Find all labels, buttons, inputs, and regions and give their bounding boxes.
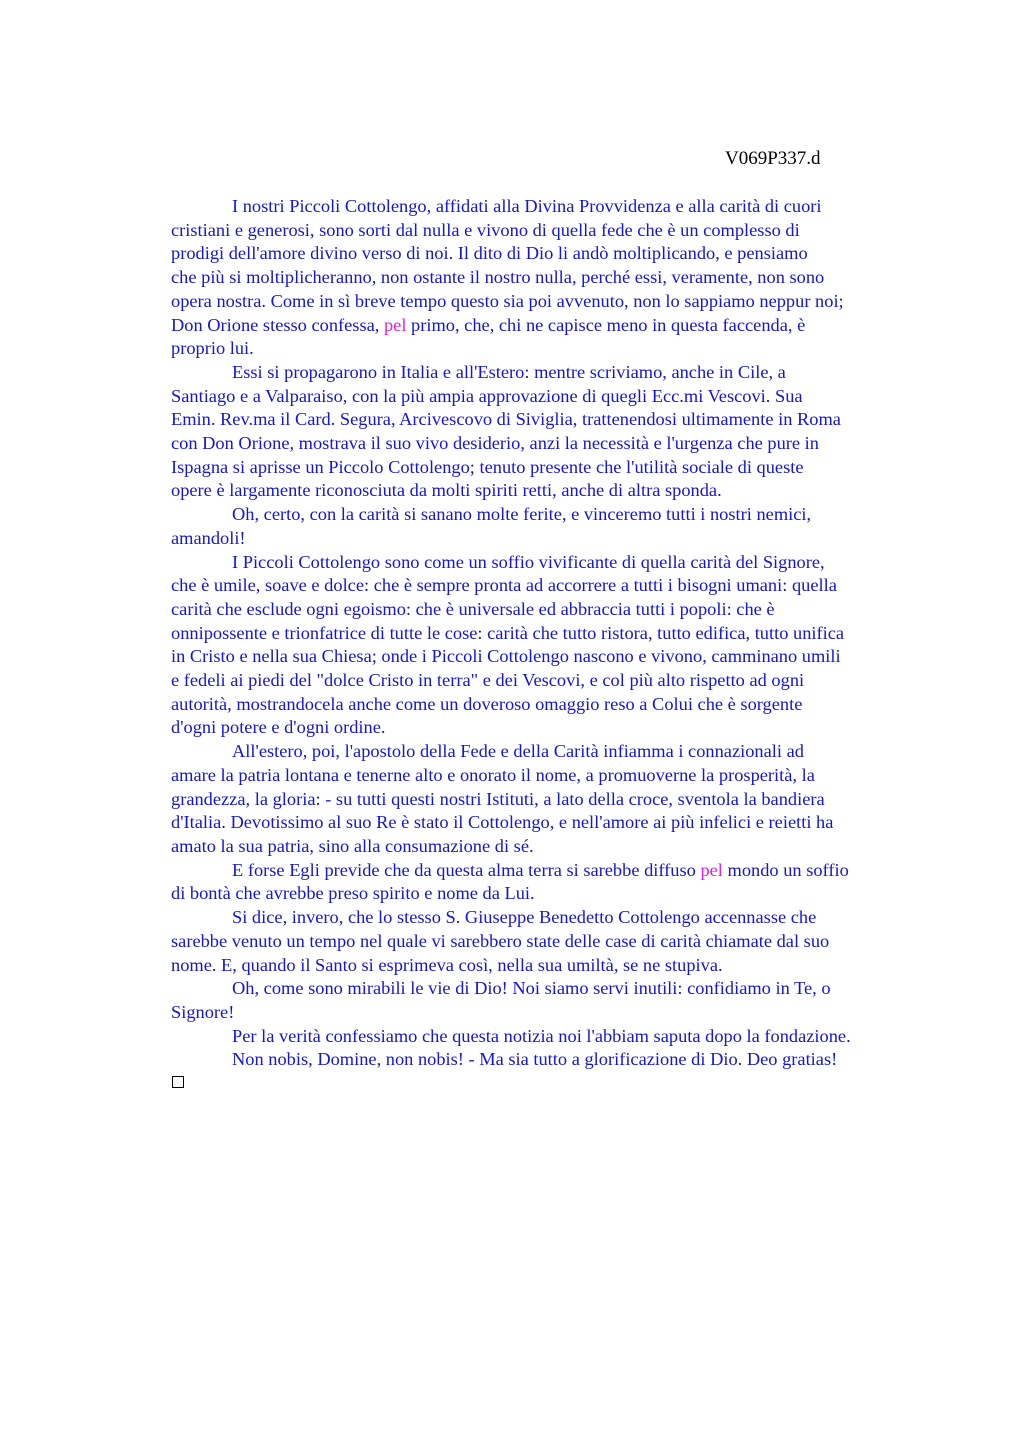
highlighted-word: pel xyxy=(700,859,723,880)
paragraph-9: Per la verità confessiamo che questa notizia noi l'abbiam saputa dopo la fondazione. xyxy=(232,1025,851,1046)
paragraph-2: Essi si propagarono in Italia e all'Estero: mentre scriviamo, anche in Cile, a Santiago e a Valparaiso, con la più ampia approvazione di quegli Ecc.mi Vescovi. Sua Emin. Rev.ma il Card. Segura, Arcivescovo di Siviglia, trattenendosi ultimamente in Roma con Don Orione, mostrava il suo vivo desiderio, anzi la necessità e l'urgenza che pure in Ispagna si aprisse un Piccolo Cottolengo; tenuto presente che l'utilità sociale di queste opere è largamente riconosciuta da molti spiriti retti, anche di altra sponda. xyxy=(171,361,841,501)
highlighted-word: pel xyxy=(383,314,407,335)
body-text xyxy=(171,195,928,1072)
paragraph-3: Oh, certo, con la carità si sanano molte ferite, e vinceremo tutti i nostri nemici, amandoli! xyxy=(171,504,812,548)
paragraph-7: Si dice, invero, che lo stesso S. Giuseppe Benedetto Cottolengo accennasse che sarebbe venuto un tempo nel quale vi sarebbero state delle case di carità chiamate dal suo nome. E, quando il Santo si esprimeva così, nella sua umiltà, se ne stupiva. xyxy=(171,907,830,975)
paragraph-4: I Piccoli Cottolengo sono come un soffio vivificante di quella carità del Signore, che è umile, soave e dolce: che è sempre pronta ad accorrere a tutti i bisogni umani: quella carità che esclude ogni egoismo: che è universale ed abbraccia tutti i popoli: che è onnipossente e trionfatrice di tutte le cose: carità che tutto ristora, tutto edifica, tutto unifica in Cristo e nella sua Chiesa; onde i Piccoli Cottolengo nascono e vivono, camminano umili e fedeli ai piedi del "dolce Cristo in terra" e dei Vescovi, e col più alto rispetto ad ogni autorità, mostrandocela anche come un doveroso omaggio reso a Colui che è sorgente d'ogni potere e d'ogni ordine. xyxy=(171,551,845,738)
paragraph-8: Oh, come sono mirabili le vie di Dio! Noi siamo servi inutili: confidiamo in Te, o Signore! xyxy=(171,978,831,1022)
end-square-icon xyxy=(172,1076,184,1088)
paragraph-6 xyxy=(171,859,928,906)
paragraph-5: All'estero, poi, l'apostolo della Fede e della Carità infiamma i connazionali ad amare la patria lontana e tenerne alto e onorato il nome, a promuoverne la prosperità, la grandezza, la gloria: - su tutti questi nostri Istituti, a lato della croce, sventola la bandiera d'Italia. Devotissimo al suo Re è stato il Cottolengo, e nell'amore ai più infelici e reietti ha amato la sua patria, sino alla consumazione di sé. xyxy=(171,741,834,856)
paragraph-text: primo, che, chi ne capisce meno in questa faccenda, è proprio lui. xyxy=(171,314,806,359)
paragraph-text: I nostri Piccoli Cottolengo, affidati alla Divina Provvidenza e alla carità di cuori cristiani e generosi, sono sorti dal nulla e vivono di quella fede che è un complesso di prodigi dell'amore divino verso di noi. Il dito di Dio li andò moltiplicando, e pensiamo che più si moltiplicheranno, non ostante il nostro nulla, perché essi, veramente, non sono opera nostra. Come in sì breve tempo questo sia poi avvenuto, non lo sappiamo neppur noi; Don Orione stesso confessa, xyxy=(171,196,844,335)
paragraph-10: Non nobis, Domine, non nobis! - Ma sia tutto a glorificazione di Dio. Deo gratias! xyxy=(232,1049,838,1070)
paragraph-text: E forse Egli previde che da questa alma terra si sarebbe diffuso xyxy=(232,859,701,880)
page-code: V069P337.d xyxy=(725,148,821,169)
paragraph-1 xyxy=(171,195,928,361)
paragraph-text: mondo un soffio di bontà che avrebbe preso spirito e nome da Lui. xyxy=(171,859,849,904)
